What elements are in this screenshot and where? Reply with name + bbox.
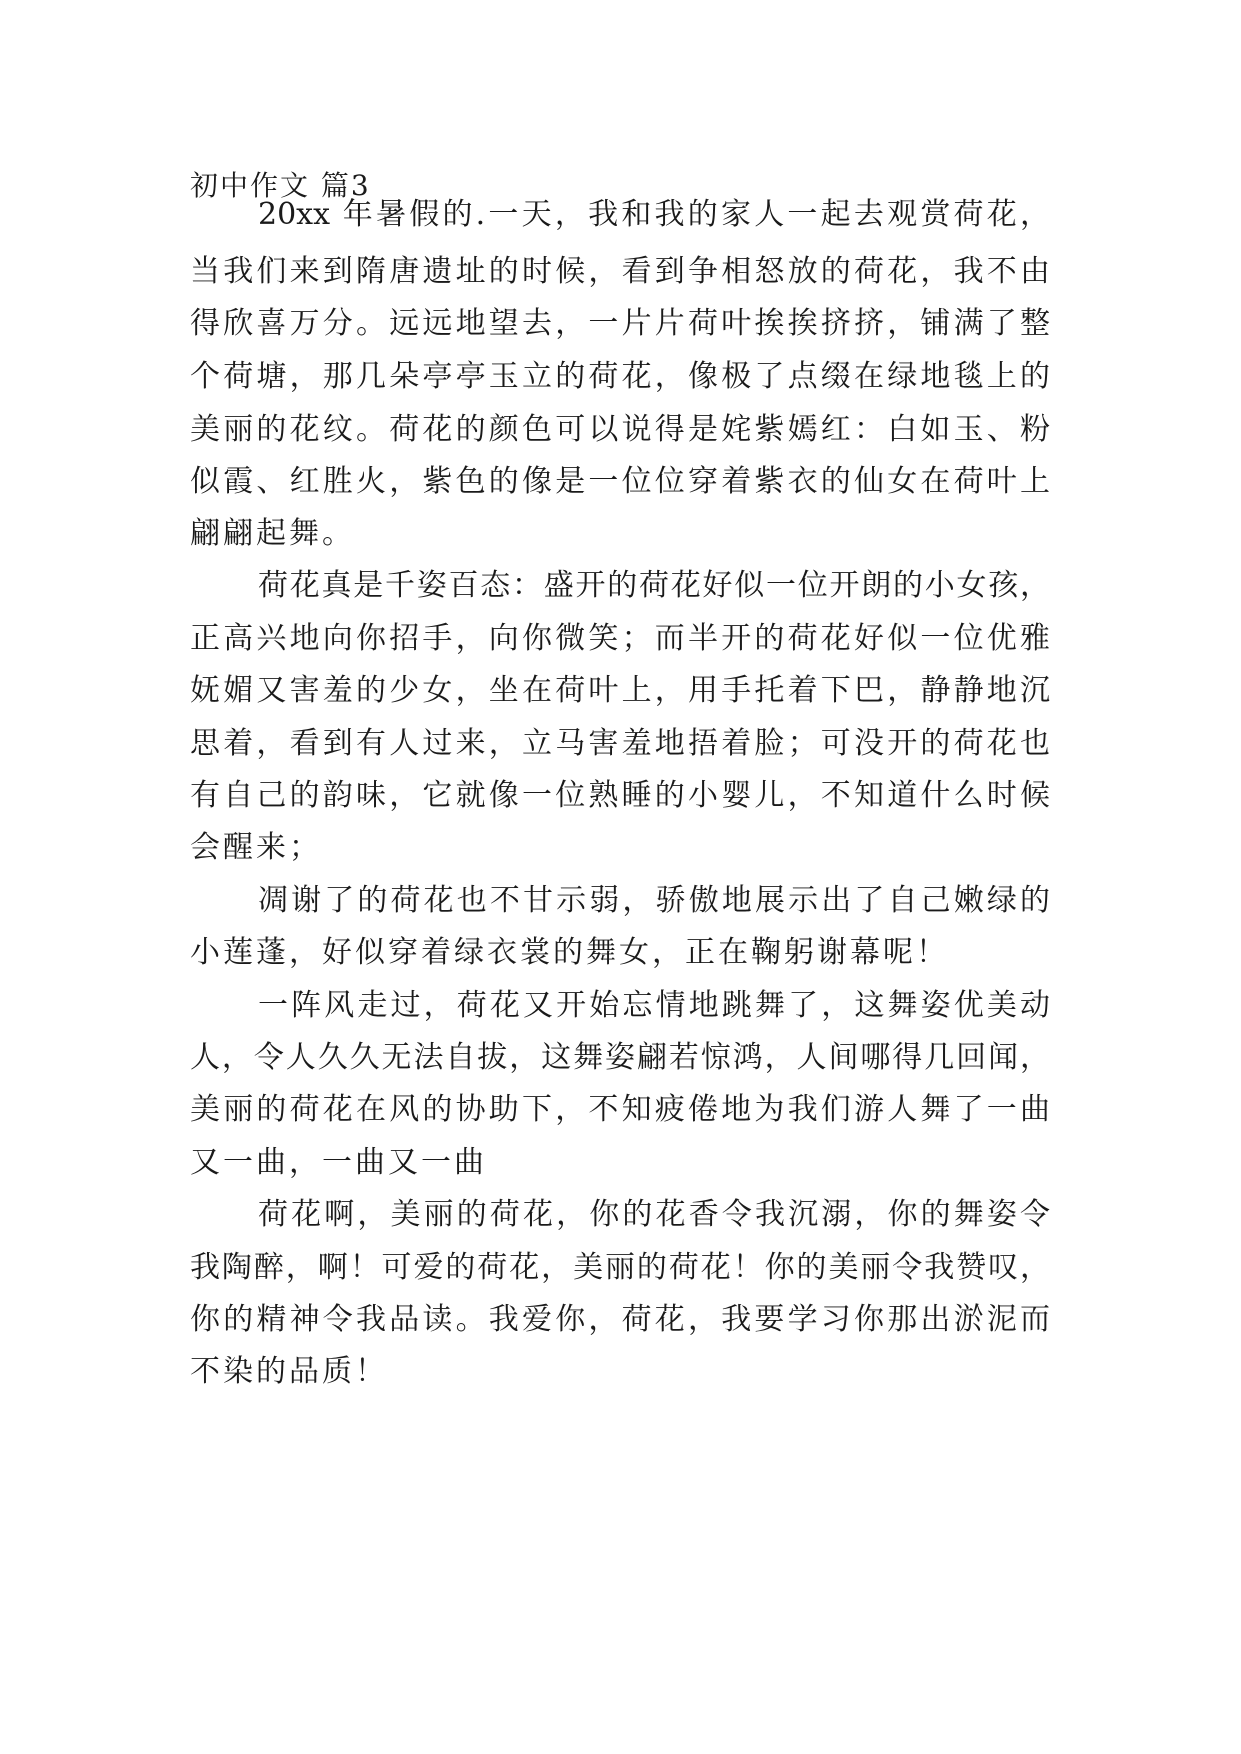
paragraph-1-line-2: 当我们来到隋唐遗址的时候，看到争相怒放的荷花，我不由 bbox=[190, 254, 1050, 289]
paragraph-1-line-1: 20xx 年暑假的.一天，我和我的家人一起去观赏荷花， bbox=[258, 197, 1050, 232]
paragraph-1-line-4: 个荷塘，那几朵亭亭玉立的荷花，像极了点缀在绿地毯上的 bbox=[190, 359, 1050, 394]
paragraph-4-line-1: 一阵风走过，荷花又开始忘情地跳舞了，这舞姿优美动 bbox=[258, 988, 1050, 1023]
paragraph-4-line-3: 美丽的荷花在风的协助下，不知疲倦地为我们游人舞了一曲 bbox=[190, 1092, 1050, 1127]
paragraph-2-line-6: 会醒来； bbox=[190, 830, 322, 865]
paragraph-1-line-5: 美丽的花纹。荷花的颜色可以说得是姹紫嫣红：白如玉、粉 bbox=[190, 412, 1050, 447]
paragraph-5-line-2: 我陶醉，啊！可爱的荷花，美丽的荷花！你的美丽令我赞叹， bbox=[190, 1250, 1050, 1285]
paragraph-3-line-1: 凋谢了的荷花也不甘示弱，骄傲地展示出了自己嫩绿的 bbox=[258, 883, 1050, 918]
paragraph-1-line-7: 翩翩起舞。 bbox=[190, 516, 355, 551]
paragraph-5-line-4: 不染的品质！ bbox=[190, 1354, 388, 1389]
paragraph-1-line-3: 得欣喜万分。远远地望去，一片片荷叶挨挨挤挤，铺满了整 bbox=[190, 306, 1050, 341]
page-title: 初中作文 篇3 bbox=[190, 169, 371, 202]
paragraph-2-line-3: 妩媚又害羞的少女，坐在荷叶上，用手托着下巴，静静地沉 bbox=[190, 673, 1050, 708]
paragraph-4-line-2: 人，令人久久无法自拔，这舞姿翩若惊鸿，人间哪得几回闻， bbox=[190, 1040, 1050, 1075]
paragraph-2-line-1: 荷花真是千姿百态：盛开的荷花好似一位开朗的小女孩， bbox=[258, 568, 1050, 603]
paragraph-1-line-6: 似霞、红胜火，紫色的像是一位位穿着紫衣的仙女在荷叶上 bbox=[190, 464, 1050, 499]
paragraph-3-line-2: 小莲蓬，好似穿着绿衣裳的舞女，正在鞠躬谢幕呢！ bbox=[190, 935, 949, 970]
paragraph-2-line-2: 正高兴地向你招手，向你微笑；而半开的荷花好似一位优雅 bbox=[190, 621, 1050, 656]
paragraph-5-line-3: 你的精神令我品读。我爱你，荷花，我要学习你那出淤泥而 bbox=[190, 1302, 1050, 1337]
paragraph-2-line-5: 有自己的韵味，它就像一位熟睡的小婴儿，不知道什么时候 bbox=[190, 778, 1050, 813]
paragraph-4-line-4: 又一曲，一曲又一曲 bbox=[190, 1145, 487, 1180]
paragraph-5-line-1: 荷花啊，美丽的荷花，你的花香令我沉溺，你的舞姿令 bbox=[258, 1197, 1050, 1232]
paragraph-2-line-4: 思着，看到有人过来，立马害羞地捂着脸；可没开的荷花也 bbox=[190, 726, 1050, 761]
